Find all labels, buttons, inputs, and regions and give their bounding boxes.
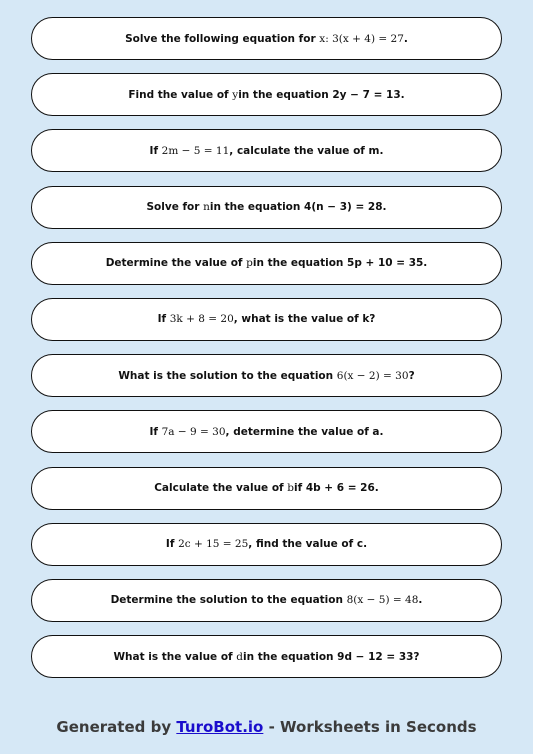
question-10 xyxy=(31,523,502,566)
question-math: p xyxy=(246,257,253,270)
question-math: n xyxy=(203,201,210,214)
question-math: 3k + 8 = 20 xyxy=(169,313,234,326)
question-text: Calculate the value of xyxy=(154,482,284,494)
question-text-end: , find the value of c. xyxy=(248,538,368,551)
question-12 xyxy=(31,635,502,678)
question-8 xyxy=(31,410,502,453)
question-text-end: . xyxy=(418,594,423,607)
footer xyxy=(0,718,533,736)
question-11 xyxy=(31,579,502,622)
question-math: d xyxy=(236,650,243,663)
question-text: If xyxy=(165,538,175,551)
question-math: 7a − 9 = 30 xyxy=(161,425,226,438)
question-math: b xyxy=(287,482,294,494)
question-2 xyxy=(31,73,502,116)
question-text-end: . xyxy=(403,32,408,45)
question-math: 2c + 15 = 25 xyxy=(178,538,249,551)
question-text-end: , determine the value of a. xyxy=(225,425,384,438)
question-7 xyxy=(31,354,502,397)
question-text-end: in the equation 5p + 10 = 35. xyxy=(252,257,428,270)
question-5 xyxy=(31,242,502,285)
question-text: If xyxy=(149,144,159,157)
question-text: Solve for xyxy=(146,201,200,214)
question-text: What is the solution to the equation xyxy=(118,369,334,382)
question-4 xyxy=(31,186,502,229)
question-3 xyxy=(31,129,502,172)
question-math: x: 3(x + 4) = 27 xyxy=(319,32,404,45)
question-math: y xyxy=(232,88,239,101)
question-9 xyxy=(31,467,502,510)
question-text: Determine the value of xyxy=(105,257,243,270)
question-text: Solve the following equation for xyxy=(125,32,316,45)
question-text-end: , what is the value of k? xyxy=(233,313,376,326)
question-text-end: if 4b + 6 = 26. xyxy=(294,482,379,494)
question-text: Find the value of xyxy=(128,88,229,101)
question-math: 6(x − 2) = 30 xyxy=(336,369,409,382)
question-text-end: in the equation 4(n − 3) = 28. xyxy=(209,201,387,214)
question-math: 2m − 5 = 11 xyxy=(161,144,230,157)
question-text-end: in the equation 2y − 7 = 13. xyxy=(238,88,405,101)
question-math: 8(x − 5) = 48 xyxy=(346,594,419,607)
question-1 xyxy=(31,17,502,60)
question-text: What is the value of xyxy=(113,650,233,663)
question-text: Determine the solution to the equation xyxy=(110,594,343,607)
question-text-end: ? xyxy=(408,369,415,382)
question-text: If xyxy=(149,425,158,438)
question-text-end: in the equation 9d − 12 = 33? xyxy=(243,650,420,663)
footer-suffix: - Worksheets in Seconds xyxy=(263,718,477,736)
footer-prefix: Generated by xyxy=(56,718,177,736)
question-6 xyxy=(31,298,502,341)
question-list xyxy=(31,17,502,691)
question-text: If xyxy=(157,313,167,326)
question-text-end: , calculate the value of m. xyxy=(229,144,384,157)
turobot-link[interactable]: TuroBot.io xyxy=(176,718,264,736)
